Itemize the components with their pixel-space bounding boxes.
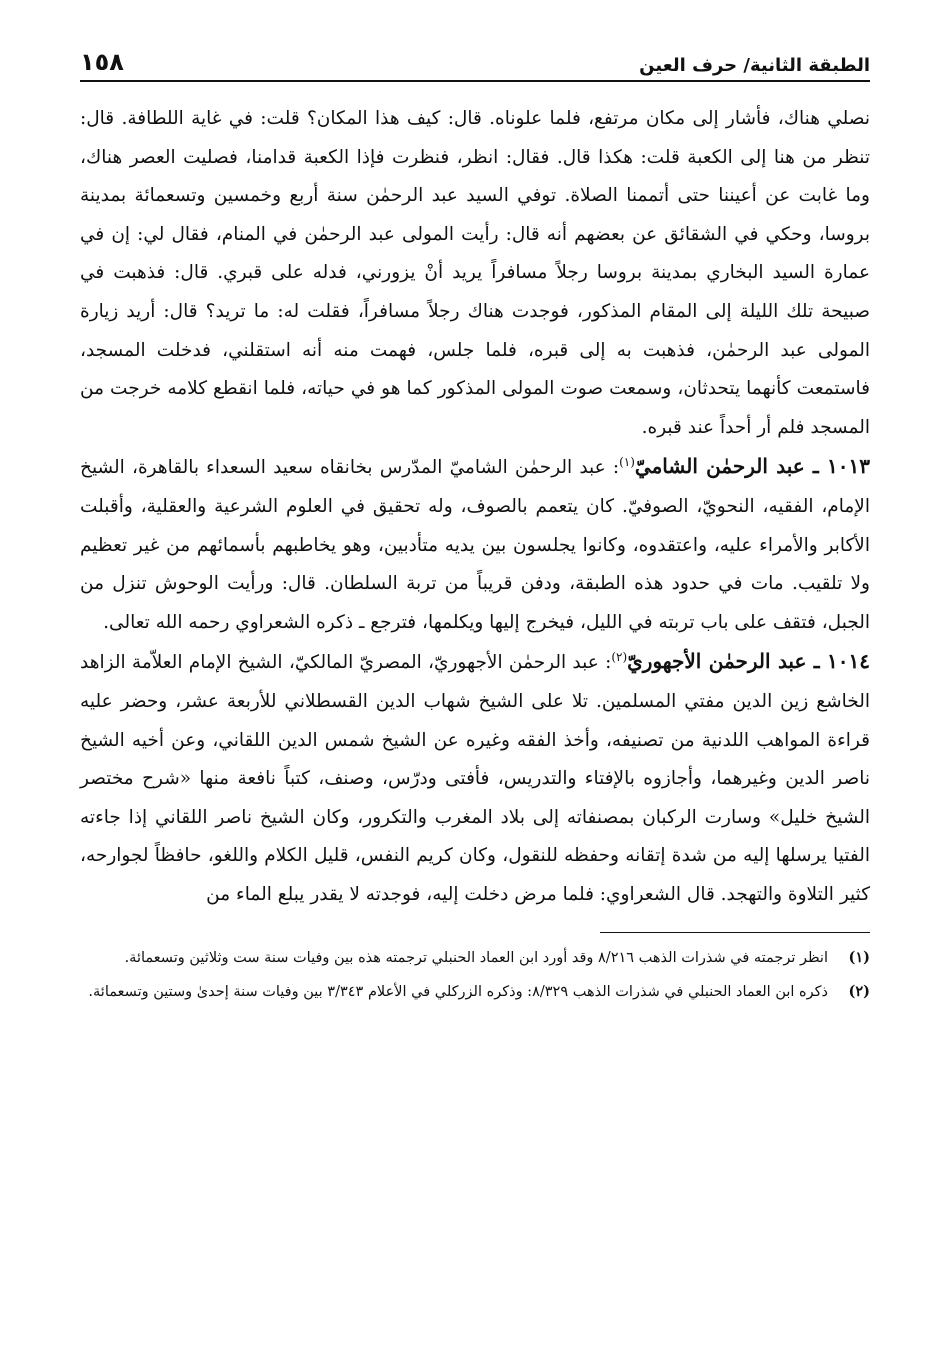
footnote-text: انظر ترجمته في شذرات الذهب ٨/٢١٦ وقد أورد ابن العماد الحنبلي ترجمته هذه بين وفيات سنة ست وثلاثين وتسعمائة. — [124, 950, 828, 967]
running-title: الطبقة الثانية/ حرف العين — [639, 55, 870, 76]
footnote-2 — [80, 977, 870, 1007]
footnote-number: (١) — [848, 949, 870, 967]
footnote-text: ذكره ابن العماد الحنبلي في شذرات الذهب ٨/٣٢٩: وذكره الزركلي في الأعلام ٣/٣٤٣ بين وفيات سنة إحدىٰ وستين وتسعمائة. — [88, 984, 828, 1001]
entry-body: : عبد الرحمٰن الأجهوريّ، المصريّ المالكيّ، الشيخ الإمام العلاّمة الزاهد الخاشع زين الدين مفتي المسلمين. تلا على الشيخ شهاب الدين القسطلاني للأربعة عشر، وحضر عليه قراءة المواهب اللدنية من تصنيفه، وأخذ الفقه وغيره عن الشيخ شمس الدين اللقاني، وعن أخيه الشيخ ناصر الدين وغيرهما، وأجازوه بالإفتاء والتدريس، فأفتى ودرّس، وصنف، كتباً نافعة منها «شرح مختصر الشيخ خليل» وسارت الركبان بمصنفاته إلى بلاد المغرب والتكرور، وكان الشيخ ناصر اللقاني إذا جاءته الفتيا يرسلها إليه من شدة إتقانه وحفظه للنقول، وكان كريم النفس، قليل الكلام واللغو، حافظاً لجوارحه، كثير التلاوة والتهجد. قال الشعراوي: فلما مرض دخلت إليه، فوجدته لا يقدر يبلع الماء من — [80, 652, 870, 905]
entry-body: : عبد الرحمٰن الشاميّ المدّرس بخانقاه سعيد السعداء بالقاهرة، الشيخ الإمام، الفقيه، النحويّ، الصوفيّ. كان يتعمم بالصوف، وله تحقيق في العلوم الشرعية والعقلية، وأقبلت الأكابر والأمراء عليه، واعتقدوه، وكانوا يجلسون بين يديه متأدبين، وهو يخاطبهم بأسمائهم من غير تعظيم ولا تلقيب. مات في حدود هذه الطبقة، ودفن قريباً من تربة السلطان. قال: ورأيت الوحوش تنزل من الجبل، فتقف على باب تربته في الليل، فيخرج إليها ويكلمها، فترجع ـ ذكره الشعراوي رحمه الله تعالى. — [80, 457, 870, 633]
page-number: ١٥٨ — [80, 48, 124, 76]
entry-1013 — [80, 447, 870, 642]
footnote-1 — [80, 943, 870, 973]
entry-heading: ١٠١٣ ـ عبد الرحمٰن الشاميّ — [634, 454, 870, 479]
main-text — [80, 100, 870, 914]
footnotes — [80, 943, 870, 1007]
entry-heading: ١٠١٤ ـ عبد الرحمٰن الأجهوريّ — [627, 649, 871, 674]
page-header — [80, 40, 870, 82]
footnote-reference[interactable]: (١) — [619, 455, 635, 470]
footnote-reference[interactable]: (٢) — [611, 650, 628, 665]
entry-1014 — [80, 642, 870, 914]
footnote-divider — [600, 932, 870, 933]
continuation-paragraph: نصلي هناك، فأشار إلى مكان مرتفع، فلما علوناه. قال: كيف هذا المكان؟ قلت: في غاية اللطافة. قال: تنظر من هنا إلى الكعبة قلت: هكذا قال. فقال: انظر، فنظرت فإذا الكعبة قدامنا، فصليت العصر هناك، وما غابت عن أعيننا حتى أتممنا الصلاة. توفي السيد عبد الرحمٰن سنة أربع وخمسين وتسعمائة بمدينة بروسا، وحكي في الشقائق عن بعضهم أنه قال: رأيت المولى عبد الرحمٰن في المنام، فقال لي: إن في عمارة السيد البخاري بمدينة بروسا رجلاً مسافراً يريد أنْ يزورني، فدله على قبري. قال: فذهبت في صبيحة تلك الليلة إلى المقام المذكور، فوجدت هناك رجلاً مسافراً، فقلت له: ما تريد؟ قال: أريد زيارة المولى عبد الرحمٰن، فذهبت به إلى قبره، فلما جلس، فهمت منه أنه استقلني، فدخلت المسجد، فاستمعت كأنهما يتحدثان، وسمعت صوت المولى المذكور كما هو في حياته، فلما انقطع كلامه خرجت من المسجد فلم أر أحداً عند قبره. — [80, 108, 870, 438]
footnote-number: (٢) — [848, 983, 870, 1001]
book-page — [80, 40, 870, 1330]
